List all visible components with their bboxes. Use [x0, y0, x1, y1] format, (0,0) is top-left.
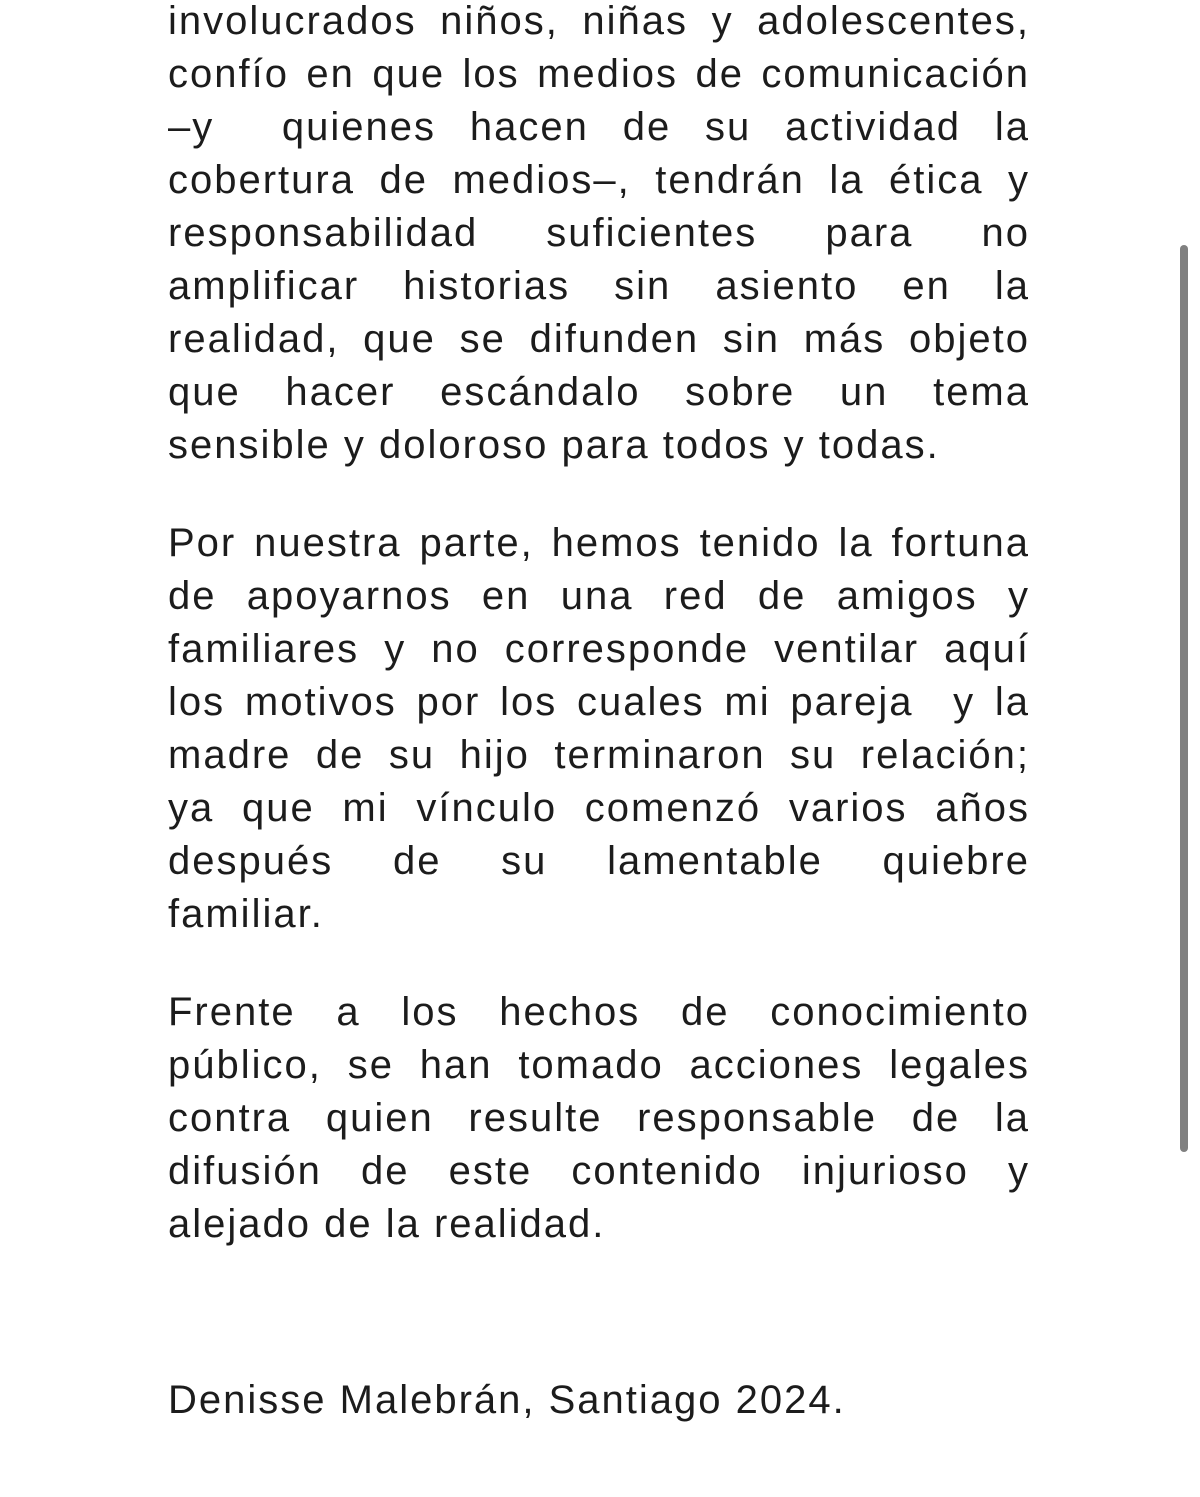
text-line: amplificar historias sin asiento en la: [168, 264, 1030, 308]
statement-document: [168, 0, 1030, 1427]
paragraph: [168, 986, 1030, 1251]
text-line: realidad, que se difunden sin más objeto: [168, 317, 1030, 361]
vertical-scrollbar[interactable]: [1180, 245, 1188, 1152]
text-line: Por nuestra parte, hemos tenido la fortuna: [168, 521, 1030, 565]
text-line: responsabilidad suficientes para no: [168, 211, 1030, 255]
text-line: ya que mi vínculo comenzó varios años: [168, 786, 1030, 830]
text-line: difusión de este contenido injurioso y: [168, 1149, 1030, 1193]
text-line: involucrados niños, niñas y adolescentes,: [168, 0, 1030, 43]
text-line: cobertura de medios–, tendrán la ética y: [168, 158, 1030, 202]
paragraph: [168, 0, 1030, 472]
text-line: que hacer escándalo sobre un tema: [168, 370, 1030, 414]
text-line: público, se han tomado acciones legales: [168, 1043, 1030, 1087]
text-line: después de su lamentable quiebre: [168, 839, 1030, 883]
text-line: los motivos por los cuales mi pareja y la: [168, 680, 1030, 724]
statement-text: [168, 0, 1030, 1251]
paragraph: [168, 517, 1030, 941]
text-line: sensible y doloroso para todos y todas.: [168, 423, 940, 467]
text-line: –y quienes hacen de su actividad la: [168, 105, 1030, 149]
text-line: confío en que los medios de comunicación: [168, 52, 1030, 96]
text-line: Frente a los hechos de conocimiento: [168, 990, 1030, 1034]
signature-line: Denisse Malebrán, Santiago 2024.: [168, 1378, 846, 1422]
text-line: familiares y no corresponde ventilar aquí: [168, 627, 1030, 671]
text-line: madre de su hijo terminaron su relación;: [168, 733, 1030, 777]
text-line: contra quien resulte responsable de la: [168, 1096, 1030, 1140]
text-line: familiar.: [168, 892, 324, 936]
text-line: alejado de la realidad.: [168, 1202, 606, 1246]
text-line: de apoyarnos en una red de amigos y: [168, 574, 1030, 618]
